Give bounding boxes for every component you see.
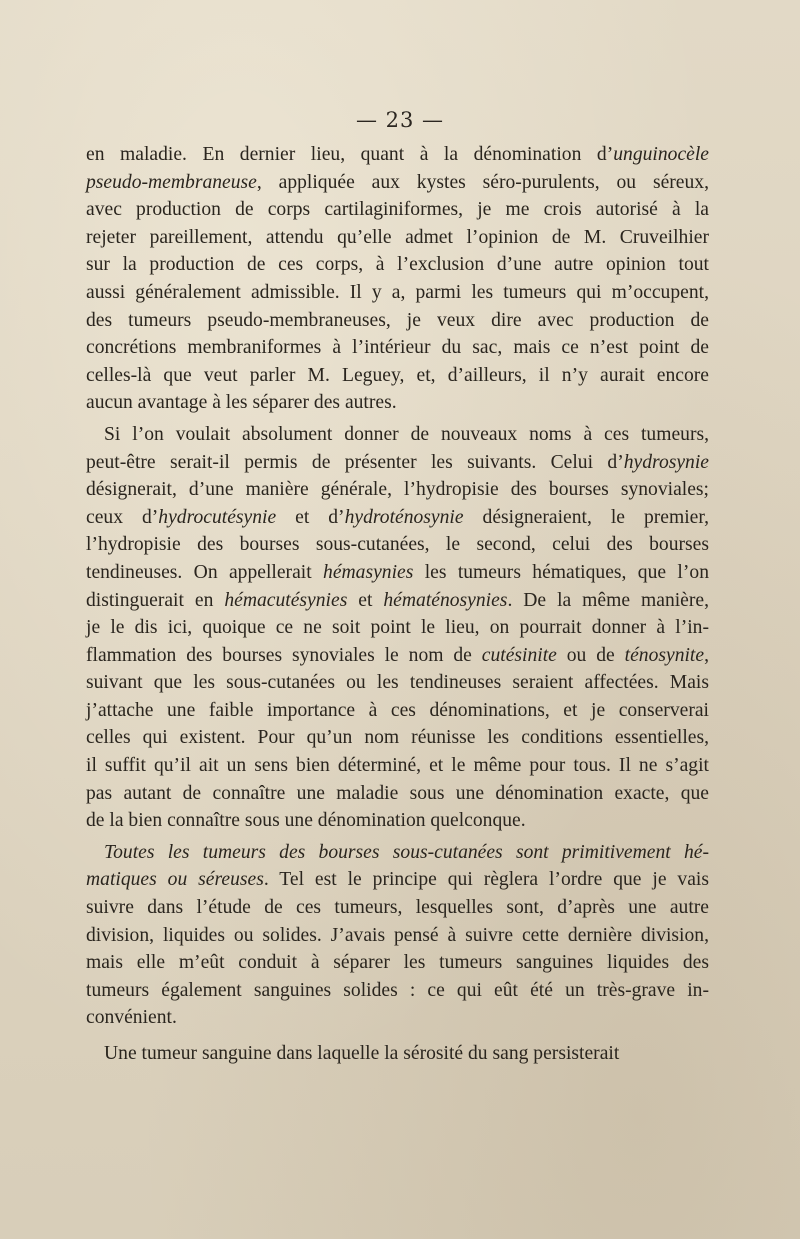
text-run: avec production de corps cartilaginiformes, je me crois autorisé à la (86, 199, 709, 221)
text-line (86, 224, 709, 252)
text-run: de la bien connaître sous une dénomination quelconque. (86, 810, 526, 832)
text-line (86, 977, 709, 1005)
italic-text: Toutes les tumeurs des bourses sous-cutanées sont primitivement hé- (104, 841, 709, 863)
text-line (86, 334, 709, 362)
text-line (86, 697, 709, 725)
text-run: , (704, 644, 709, 666)
text-run: je le dis ici, quoique ce ne soit point le lieu, on pourrait donner à l’in- (86, 617, 709, 639)
page-number: — 23 — (355, 108, 445, 132)
text-run: pas autant de connaître une maladie sous une dénomination exacte, que (86, 782, 709, 804)
paragraph (86, 141, 709, 417)
text-run: flammation des bourses synoviales le nom de (86, 644, 482, 666)
text-run: tendineuses. On appellerait (86, 561, 324, 583)
text-line (86, 389, 709, 417)
italic-text: hydrocutésynie (158, 506, 277, 528)
text-run: convénient. (86, 1007, 177, 1029)
text-line (86, 669, 709, 697)
text-line (86, 251, 709, 279)
text-line (86, 559, 709, 587)
text-run: , appliquée aux kystes séro-purulents, ou séreux, (256, 171, 709, 193)
paragraph (86, 1040, 709, 1068)
text-run: et (347, 589, 384, 611)
text-line (86, 894, 709, 922)
text-line (86, 807, 709, 835)
text-run: . Tel est le principe qui règlera l’ordre que je vais (263, 869, 709, 891)
text-run: j’attache une faible importance à ces dénominations, et je conserverai (86, 699, 709, 721)
text-run: et d’ (276, 506, 345, 528)
text-run: suivant que les sous-cutanées ou les tendineuses seraient affectées. Mais (86, 672, 709, 694)
text-run: celles-là que veut parler M. Leguey, et, d’ailleurs, il n’y aurait encore (86, 364, 709, 386)
text-run: les tumeurs hématiques, que l’on (413, 561, 709, 583)
text-line (86, 279, 709, 307)
italic-text: matiques ou séreuses (86, 869, 264, 891)
text-run: rejeter pareillement, attendu qu’elle admet l’opinion de M. Cruveilhier (86, 226, 709, 248)
text-run: ceux d’ (86, 506, 159, 528)
text-run: division, liquides ou solides. J’avais pensé à suivre cette dernière division, (86, 924, 709, 946)
text-line (86, 752, 709, 780)
body-text (86, 141, 709, 1068)
text-run: concrétions membraniformes à l’intérieur du sac, mais ce n’est point de (86, 337, 709, 359)
text-line (86, 141, 709, 169)
text-line (86, 949, 709, 977)
text-run: des tumeurs pseudo-membraneuses, je veux dire avec production de (86, 309, 709, 331)
text-line (86, 196, 709, 224)
text-run: Si l’on voulait absolument donner de nouveaux noms à ces tumeurs, (104, 423, 709, 445)
text-run: tumeurs également sanguines solides : ce qui eût été un très-grave in- (86, 979, 709, 1001)
italic-text: pseudo-membraneuse (86, 171, 257, 193)
text-line (86, 780, 709, 808)
text-line (86, 307, 709, 335)
text-run: aucun avantage à les séparer des autres. (86, 392, 397, 414)
text-run: aussi généralement admissible. Il y a, parmi les tumeurs qui m’occupent, (86, 281, 709, 303)
italic-text: hémasynies (323, 561, 414, 583)
text-line (86, 866, 709, 894)
text-line (86, 449, 709, 477)
text-run: ou de (556, 644, 625, 666)
italic-text: ténosynite (624, 644, 705, 666)
text-run: désignerait, d’une manière générale, l’hydropisie des bourses synoviales; (86, 479, 709, 501)
text-line (86, 421, 709, 449)
text-line (86, 504, 709, 532)
paragraph (86, 839, 709, 1032)
text-run: mais elle m’eût conduit à séparer les tumeurs sanguines liquides des (86, 952, 709, 974)
text-line (86, 169, 709, 197)
text-run: sur la production de ces corps, à l’exclusion d’une autre opinion tout (86, 254, 709, 276)
italic-text: hydrosynie (623, 451, 709, 473)
text-line (86, 531, 709, 559)
italic-text: hématénosynies (383, 589, 508, 611)
text-line (86, 476, 709, 504)
text-run: . De la même manière, (507, 589, 709, 611)
text-line (86, 1004, 709, 1032)
italic-text: cutésinite (481, 644, 557, 666)
text-line (86, 642, 709, 670)
italic-text: hémacutésynies (224, 589, 348, 611)
text-line (86, 587, 709, 615)
text-run: celles qui existent. Pour qu’un nom réunisse les conditions essentielles, (86, 727, 709, 749)
text-run: en maladie. En dernier lieu, quant à la dénomination d’ (86, 144, 614, 165)
text-line (86, 362, 709, 390)
text-run: il suffit qu’il ait un sens bien déterminé, et le même pour tous. Il ne s’agit (86, 755, 709, 777)
text-line (86, 1040, 709, 1068)
text-run: distinguerait en (86, 589, 225, 611)
text-line (86, 724, 709, 752)
text-run: l’hydropisie des bourses sous-cutanées, le second, celui des bourses (86, 534, 709, 556)
text-run: Une tumeur sanguine dans laquelle la sérosité du sang persisterait (104, 1043, 620, 1064)
text-run: désigneraient, le premier, (463, 506, 709, 528)
italic-text: unguinocèle (613, 144, 709, 165)
text-run: peut-être serait-il permis de présenter les suivants. Celui d’ (86, 451, 624, 473)
text-run: suivre dans l’étude de ces tumeurs, lesquelles sont, d’après une autre (86, 897, 709, 919)
paragraph (86, 421, 709, 835)
italic-text: hydroténosynie (344, 506, 464, 528)
text-line (86, 922, 709, 950)
text-line (86, 614, 709, 642)
text-line (86, 839, 709, 867)
